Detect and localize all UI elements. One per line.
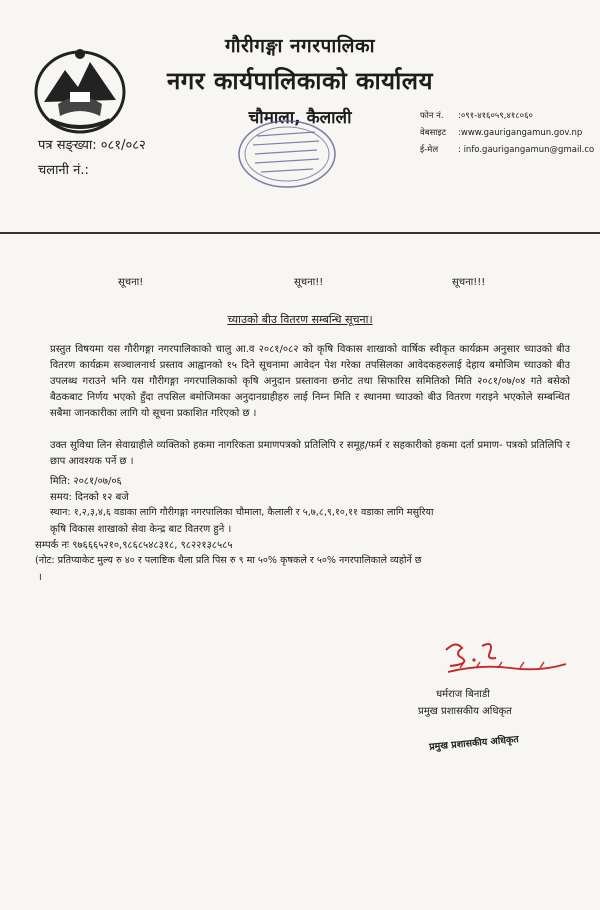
- note-line: (नोट: प्रतिप्याकेट मुल्य रु ४० र पलाष्टिक थैला प्रति पिस रु ९ मा ५०% कृषकले र ५०% नगरपालिकाले व्यहोर्ने छ: [35, 555, 422, 566]
- body-paragraph-1: प्रस्तुत विषयमा यस गौरीगङ्गा नगरपालिकाको चालु आ.व २०८१/०८२ को कृषि विकास शाखाको वार्षिक स्वीकृत कार्यक्रम अनुसार च्याउको बीउ वितरण कार्यक्रम सञ्चालनार्थ प्रस्ताव आह्वानको १५ दिने सूचनामा आवेदन पेश गरेका तपसिलका आवेदकहरुलाई देहाय बमोजिम च्याउको बीउ उपलब्ध गराउने भनि यस गौरीगङ्गा नगरपालिकाको कृषि अनुदान प्रस्तावना छनोट तथा सिफारिस समितिको मिति २०८१/०७/०४ गते बसेको बैठकबाट निर्णय भएको हुँदा तपसिल बमोजिमका अनुदानग्राहीहरु लाई निम्न मिति र स्थानमा च्याउको बीउ वितरण गराइने भएकोले सम्बन्धित सबैमा जानकारीका लागि यो सूचना प्रकाशित गरिएको छ ।: [50, 344, 570, 419]
- email-line: [420, 144, 594, 155]
- title-stamp-text: प्रमुख प्रशासकीय अधिकृत: [428, 734, 520, 753]
- place-line-1: स्थान: १,२,३,४,६ वडाका लागि गौरीगङ्गा नगरपालिका चौमाला, कैलाली र ५,७,८,९,१०,११ वडाका लागि मसुरिया: [50, 507, 434, 518]
- website-label: वेबसाइट: [420, 128, 446, 138]
- office-stamp: [237, 118, 337, 190]
- phone-line: [420, 110, 533, 121]
- phone-label: फोन नं.: [420, 111, 444, 121]
- notice-word-3: सूचना!!!: [452, 277, 486, 288]
- office-location: चौमाला, कैलाली: [248, 108, 352, 128]
- handwritten-signature: [440, 638, 570, 680]
- signatory-name: धर्मराज बिनाडी: [436, 689, 490, 700]
- email-value: : info.gaurigangamun@gmail.co: [458, 145, 595, 155]
- time-line: समय: दिनको १२ बजे: [50, 492, 129, 503]
- notice-title: च्याउको बीउ वितरण सम्बन्धि सूचना।: [227, 313, 373, 326]
- place-line-2: कृषि विकास शाखाको सेवा केन्द्र बाट वितरण हुने ।: [50, 524, 232, 535]
- notice-word-1: सूचना!: [118, 277, 144, 288]
- website-line: [420, 127, 582, 138]
- contact-line: सम्पर्क नः ९७६६६५२१०,९८६८५४८३१८, ९८२२१३८५८५: [35, 540, 233, 551]
- email-label: ई-मेल: [420, 145, 439, 155]
- signatory-title: प्रमुख प्रशासकीय अधिकृत: [418, 706, 512, 717]
- notice-word-2: सूचना!!: [294, 277, 324, 288]
- municipality-name: गौरीगङ्गा नगरपालिका: [224, 35, 376, 57]
- header-divider: [0, 232, 600, 234]
- title-stamp: [423, 726, 571, 766]
- phone-value: :०९१-४१६०५९,४१८०६०: [458, 111, 533, 121]
- letter-number: [38, 135, 146, 153]
- body-paragraph-2: उक्त सुविधा लिन सेवाग्राहीले व्यक्तिको हकमा नागरिकता प्रमाणपत्रको प्रतिलिपि र समूह/फर्म र सहकारीको हकमा दर्ता प्रमाण- पत्रको प्रतिलिपि र छाप आवश्यक पर्ने छ ।: [50, 440, 570, 467]
- letter-number-value: ०८१/०८२: [100, 138, 146, 153]
- note-end: ।: [38, 572, 42, 583]
- dispatch-number-label: चलानी नं.:: [38, 163, 89, 178]
- website-value: :www.gaurigangamun.gov.np: [458, 128, 583, 138]
- date-line: मिति: २०८१/०७/०६: [50, 476, 122, 487]
- office-name: नगर कार्यपालिकाको कार्यालय: [166, 67, 434, 95]
- letter-number-label: पत्र सङ्ख्या:: [38, 138, 97, 153]
